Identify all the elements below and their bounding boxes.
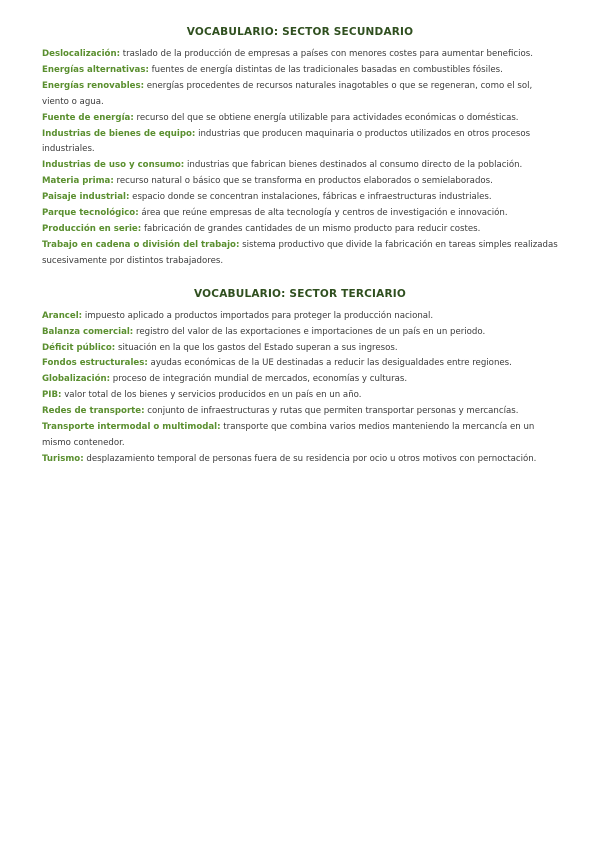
entry-term: Materia prima: bbox=[42, 176, 114, 187]
entry-term: Fondos estructurales: bbox=[42, 358, 148, 369]
entry-definition: registro del valor de las exportaciones e importaciones de un país en un periodo. bbox=[135, 326, 486, 337]
document-page bbox=[42, 26, 558, 468]
entry-definition: desplazamiento temporal de personas fuera de su residencia por ocio u otros motivos con pernoctación. bbox=[86, 453, 537, 464]
entry-term: Fuente de energía: bbox=[42, 112, 134, 123]
entry-definition: proceso de integración mundial de mercados, economías y culturas. bbox=[112, 374, 408, 385]
entry-term: Globalización: bbox=[42, 374, 111, 385]
glossary-entry bbox=[42, 158, 558, 174]
entry-definition: ayudas económicas de la UE destinadas a reducir las desigualdades entre regiones. bbox=[150, 358, 512, 369]
glossary-entry bbox=[42, 206, 558, 222]
glossary-entry bbox=[42, 372, 558, 388]
glossary-entry bbox=[42, 452, 558, 468]
glossary-entry bbox=[42, 174, 558, 190]
entry-list bbox=[42, 309, 558, 468]
entry-definition: traslado de la producción de empresas a países con menores costes para aumentar beneficios. bbox=[122, 49, 533, 59]
glossary-entry bbox=[42, 63, 558, 79]
entry-term: Energías alternativas: bbox=[42, 64, 149, 75]
entry-term: Energías renovables: bbox=[42, 80, 145, 91]
entry-definition: recurso del que se obtiene energía utilizable para actividades económicas o domésticas. bbox=[136, 112, 519, 123]
section-secundario bbox=[42, 26, 558, 270]
glossary-entry bbox=[42, 420, 558, 452]
entry-definition: espacio donde se concentran instalaciones, fábricas e infraestructuras industriales. bbox=[132, 192, 492, 203]
glossary-entry bbox=[42, 238, 558, 270]
glossary-entry bbox=[42, 190, 558, 206]
glossary-entry bbox=[42, 309, 558, 325]
entry-term: Redes de transporte: bbox=[42, 406, 145, 417]
glossary-entry bbox=[42, 47, 558, 63]
entry-term: Arancel: bbox=[42, 310, 83, 321]
entry-term: Parque tecnológico: bbox=[42, 208, 139, 219]
entry-definition: industrias que fabrican bienes destinados al consumo directo de la población. bbox=[186, 160, 523, 171]
entry-definition: fabricación de grandes cantidades de un mismo producto para reducir costes. bbox=[143, 223, 481, 234]
entry-definition: sistema productivo que divide la fabricación en tareas simples realizadas sucesivamente por distintos trabajadores. bbox=[42, 239, 558, 266]
entry-definition: conjunto de infraestructuras y rutas que permiten transportar personas y mercancías. bbox=[147, 406, 519, 417]
glossary-entry bbox=[42, 79, 558, 111]
entry-term: Industrias de bienes de equipo: bbox=[42, 128, 196, 139]
glossary-entry bbox=[42, 341, 558, 357]
entry-definition: recurso natural o básico que se transforma en productos elaborados o semielaborados. bbox=[116, 176, 493, 187]
entry-term: Balanza comercial: bbox=[42, 326, 134, 337]
glossary-entry bbox=[42, 127, 558, 159]
entry-term: Déficit público: bbox=[42, 342, 116, 353]
glossary-entry bbox=[42, 111, 558, 127]
glossary-entry bbox=[42, 325, 558, 341]
section-terciario bbox=[42, 288, 558, 468]
glossary-entry bbox=[42, 404, 558, 420]
entry-definition: transporte que combina varios medios manteniendo la mercancía en un mismo contenedor. bbox=[42, 422, 535, 448]
entry-term: Deslocalización: bbox=[42, 49, 121, 59]
entry-term: Industrias de uso y consumo: bbox=[42, 160, 185, 171]
entry-definition: valor total de los bienes y servicios producidos en un país en un año. bbox=[64, 390, 362, 401]
entry-definition: energías procedentes de recursos naturales inagotables o que se regeneran, como el sol, viento o agua. bbox=[42, 80, 533, 107]
glossary-entry bbox=[42, 222, 558, 238]
entry-term: Paisaje industrial: bbox=[42, 192, 130, 203]
entry-term: Transporte intermodal o multimodal: bbox=[42, 422, 221, 433]
entry-list bbox=[42, 47, 558, 270]
glossary-entry bbox=[42, 388, 558, 404]
glossary-entry bbox=[42, 356, 558, 372]
entry-term: Trabajo en cadena o división del trabajo: bbox=[42, 239, 240, 250]
entry-term: Producción en serie: bbox=[42, 223, 142, 234]
entry-term: PIB: bbox=[42, 390, 62, 401]
entry-definition: fuentes de energía distintas de las tradicionales basadas en combustibles fósiles. bbox=[151, 64, 503, 75]
entry-definition: industrias que producen maquinaria o productos utilizados en otros procesos industriales. bbox=[42, 128, 531, 155]
entry-definition: impuesto aplicado a productos importados para proteger la producción nacional. bbox=[84, 310, 434, 321]
section-title: VOCABULARIO: SECTOR TERCIARIO bbox=[194, 287, 406, 300]
entry-definition: área que reúne empresas de alta tecnología y centros de investigación e innovación. bbox=[141, 208, 508, 219]
entry-definition: situación en la que los gastos del Estado superan a sus ingresos. bbox=[117, 342, 398, 353]
entry-term: Turismo: bbox=[42, 453, 84, 464]
section-title: VOCABULARIO: SECTOR SECUNDARIO bbox=[186, 26, 414, 38]
